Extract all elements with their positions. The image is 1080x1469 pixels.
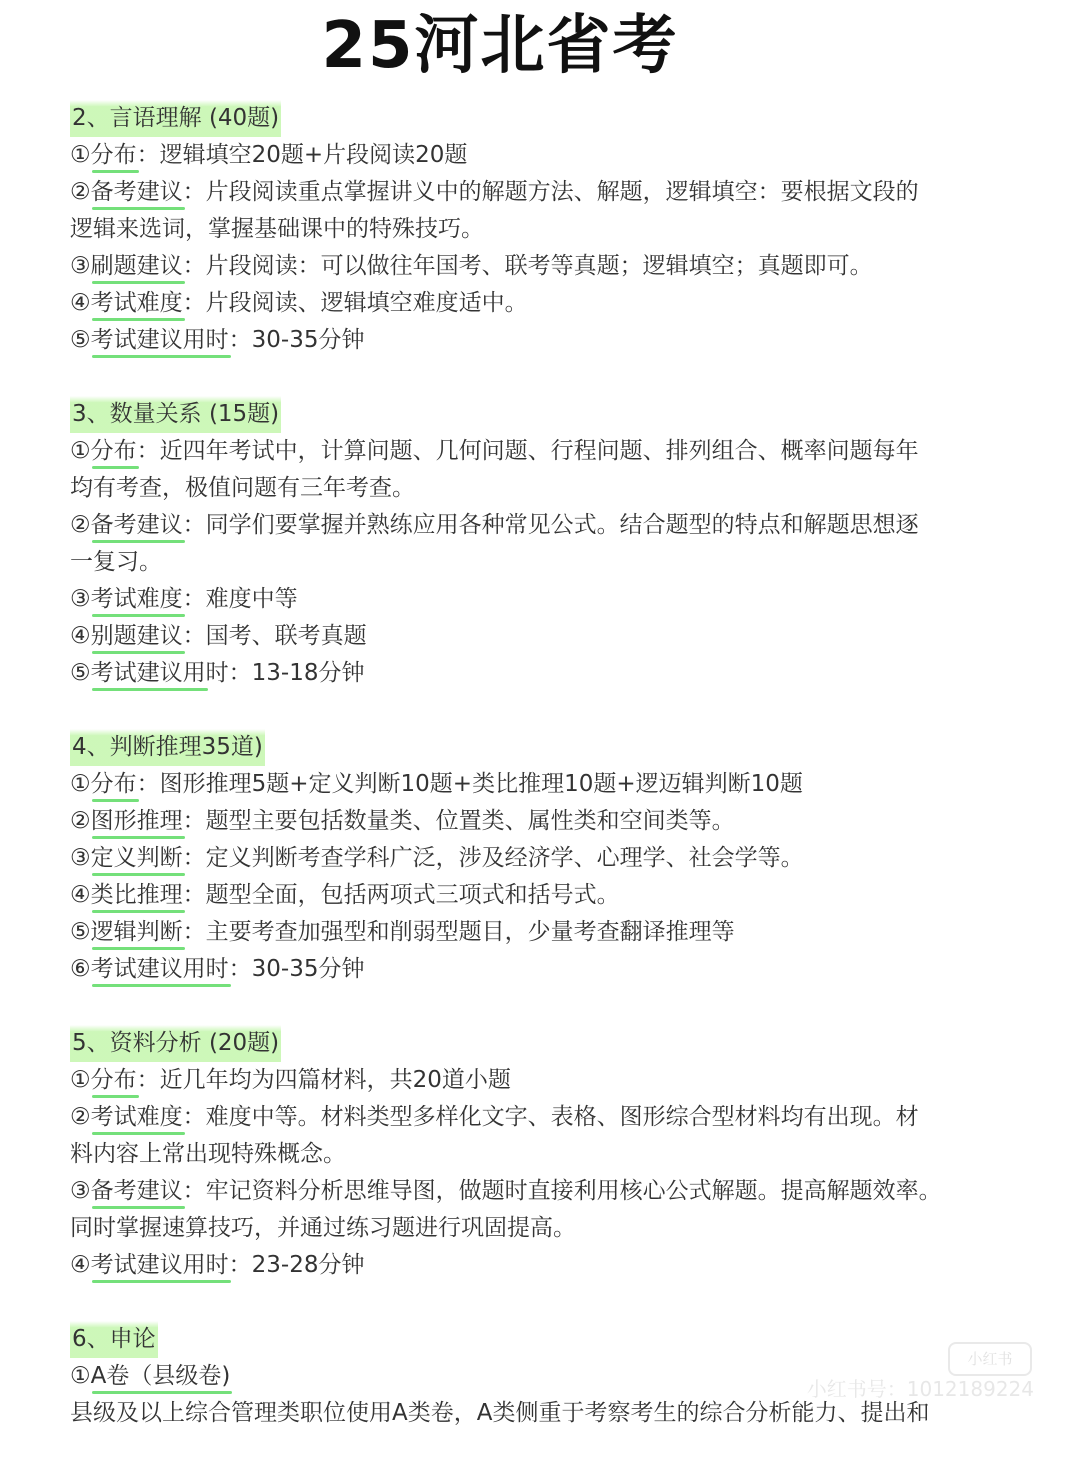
document-body [70,100,1020,1469]
item-label: ①A卷（县级卷) [70,1358,230,1395]
section [70,100,1020,359]
item-text: 一复习。 [70,549,162,575]
content-line [70,840,1020,877]
section [70,396,1020,692]
item-label: ⑤逻辑判断 [70,914,183,951]
item-text: ：30-35分钟 [228,956,365,982]
content-line [70,285,1020,322]
content-line [70,470,1020,507]
item-text: 时：13-18分钟 [205,660,365,686]
section-heading: 3、数量关系 (15题) [70,396,281,433]
content-line [70,914,1020,951]
section-heading: 5、资料分析 (20题) [70,1025,281,1062]
content-line [70,211,1020,248]
item-text: ：片段阅读、逻辑填空难度适中。 [182,290,528,316]
content-line [70,248,1020,285]
content-line [70,1247,1020,1284]
section-heading-line [70,396,1020,433]
section-heading-line [70,1321,1020,1358]
content-line [70,581,1020,618]
content-line [70,1136,1020,1173]
content-line [70,1099,1020,1136]
item-label: ①分布 [70,433,137,470]
section [70,729,1020,988]
page-title: 25河北省考 [321,9,679,83]
item-label: ②备考建议 [70,174,183,211]
item-text: ：图形推理5题+定义判断10题+类比推理10题+逻迈辑判断10题 [136,771,803,797]
item-label: ②备考建议 [70,507,183,544]
item-text: ：片段阅读：可以做往年国考、联考等真题；逻辑填空；真题即可。 [182,253,873,279]
content-line [70,1062,1020,1099]
item-text: ：逻辑填空20题+片段阅读20题 [136,142,468,168]
section-heading-line [70,1025,1020,1062]
section-heading-line [70,729,1020,766]
item-text: ：片段阅读重点掌握讲义中的解题方法、解题，逻辑填空：要根据文段的 [182,179,919,205]
item-text: ：近几年均为四篇材料，共20道小题 [136,1067,511,1093]
item-label: ④类比推理 [70,877,183,914]
item-label: ④别题建议 [70,618,183,655]
item-text: ：23-28分钟 [228,1252,365,1278]
item-label: ⑤考试建议用 [70,655,206,692]
item-label: ②图形推理 [70,803,183,840]
item-text: 县级及以上综合管理类职位使用A类卷，A类侧重于考察考生的综合分析能力、提出和 [70,1400,930,1426]
item-text: ：题型主要包括数量类、位置类、属性类和空间类等。 [182,808,735,834]
item-text: ：牢记资料分析思维导图，做题时直接利用核心公式解题。提高解题效率。 [182,1178,942,1204]
item-label: ③考试难度 [70,581,183,618]
item-label: ①分布 [70,137,137,174]
content-line [70,137,1020,174]
content-line [70,1173,1020,1210]
content-line [70,174,1020,211]
section [70,1025,1020,1284]
item-label: ⑤考试建议用时 [70,322,229,359]
section-heading: 6、申论 [70,1321,158,1358]
item-text: 均有考查，极值问题有三年考查。 [70,475,415,501]
item-label: ①分布 [70,1062,137,1099]
item-text: ：难度中等。材料类型多样化文字、表格、图形综合型材料均有出现。材 [182,1104,919,1130]
content-line [70,618,1020,655]
item-text: ：定义判断考查学科广泛，涉及经济学、心理学、社会学等。 [182,845,804,871]
item-label: ④考试建议用时 [70,1247,229,1284]
content-line [70,766,1020,803]
item-label: ④考试难度 [70,285,183,322]
content-line [70,803,1020,840]
item-text: ：国考、联考真题 [182,623,367,649]
content-line [70,507,1020,544]
content-line [70,655,1020,692]
item-text: ：难度中等 [182,586,298,612]
item-label: ③刷题建议 [70,248,183,285]
content-line [70,322,1020,359]
content-line [70,877,1020,914]
item-text: ：近四年考试中，计算问题、几何问题、行程问题、排列组合、概率问题每年 [136,438,919,464]
item-text: 同时掌握速算技巧，并通过练习题进行巩固提高。 [70,1215,576,1241]
item-label: ⑥考试建议用时 [70,951,229,988]
item-text: 料内容上常出现特殊概念。 [70,1141,346,1167]
item-label: ①分布 [70,766,137,803]
content-line [70,1210,1020,1247]
item-label: ③备考建议 [70,1173,183,1210]
item-label: ③定义判断 [70,840,183,877]
item-text: ：30-35分钟 [228,327,365,353]
section-heading: 4、判断推理35道) [70,729,265,766]
item-text: ：同学们要掌握并熟练应用各种常见公式。结合题型的特点和解题思想逐 [182,512,919,538]
item-label: ②考试难度 [70,1099,183,1136]
section-heading-line [70,100,1020,137]
section-heading: 2、言语理解 (40题) [70,100,281,137]
content-line [70,433,1020,470]
content-line [70,544,1020,581]
item-text: 逻辑来选词，掌握基础课中的特殊技巧。 [70,216,484,242]
watermark-logo: 小红书 [948,1342,1032,1376]
content-line [70,951,1020,988]
watermark-id: 小红书号：1012189224 [806,1377,1034,1401]
item-text: ：题型全面，包括两项式三项式和括号式。 [182,882,620,908]
item-text: ：主要考查加强型和削弱型题目，少量考查翻译推理等 [182,919,735,945]
